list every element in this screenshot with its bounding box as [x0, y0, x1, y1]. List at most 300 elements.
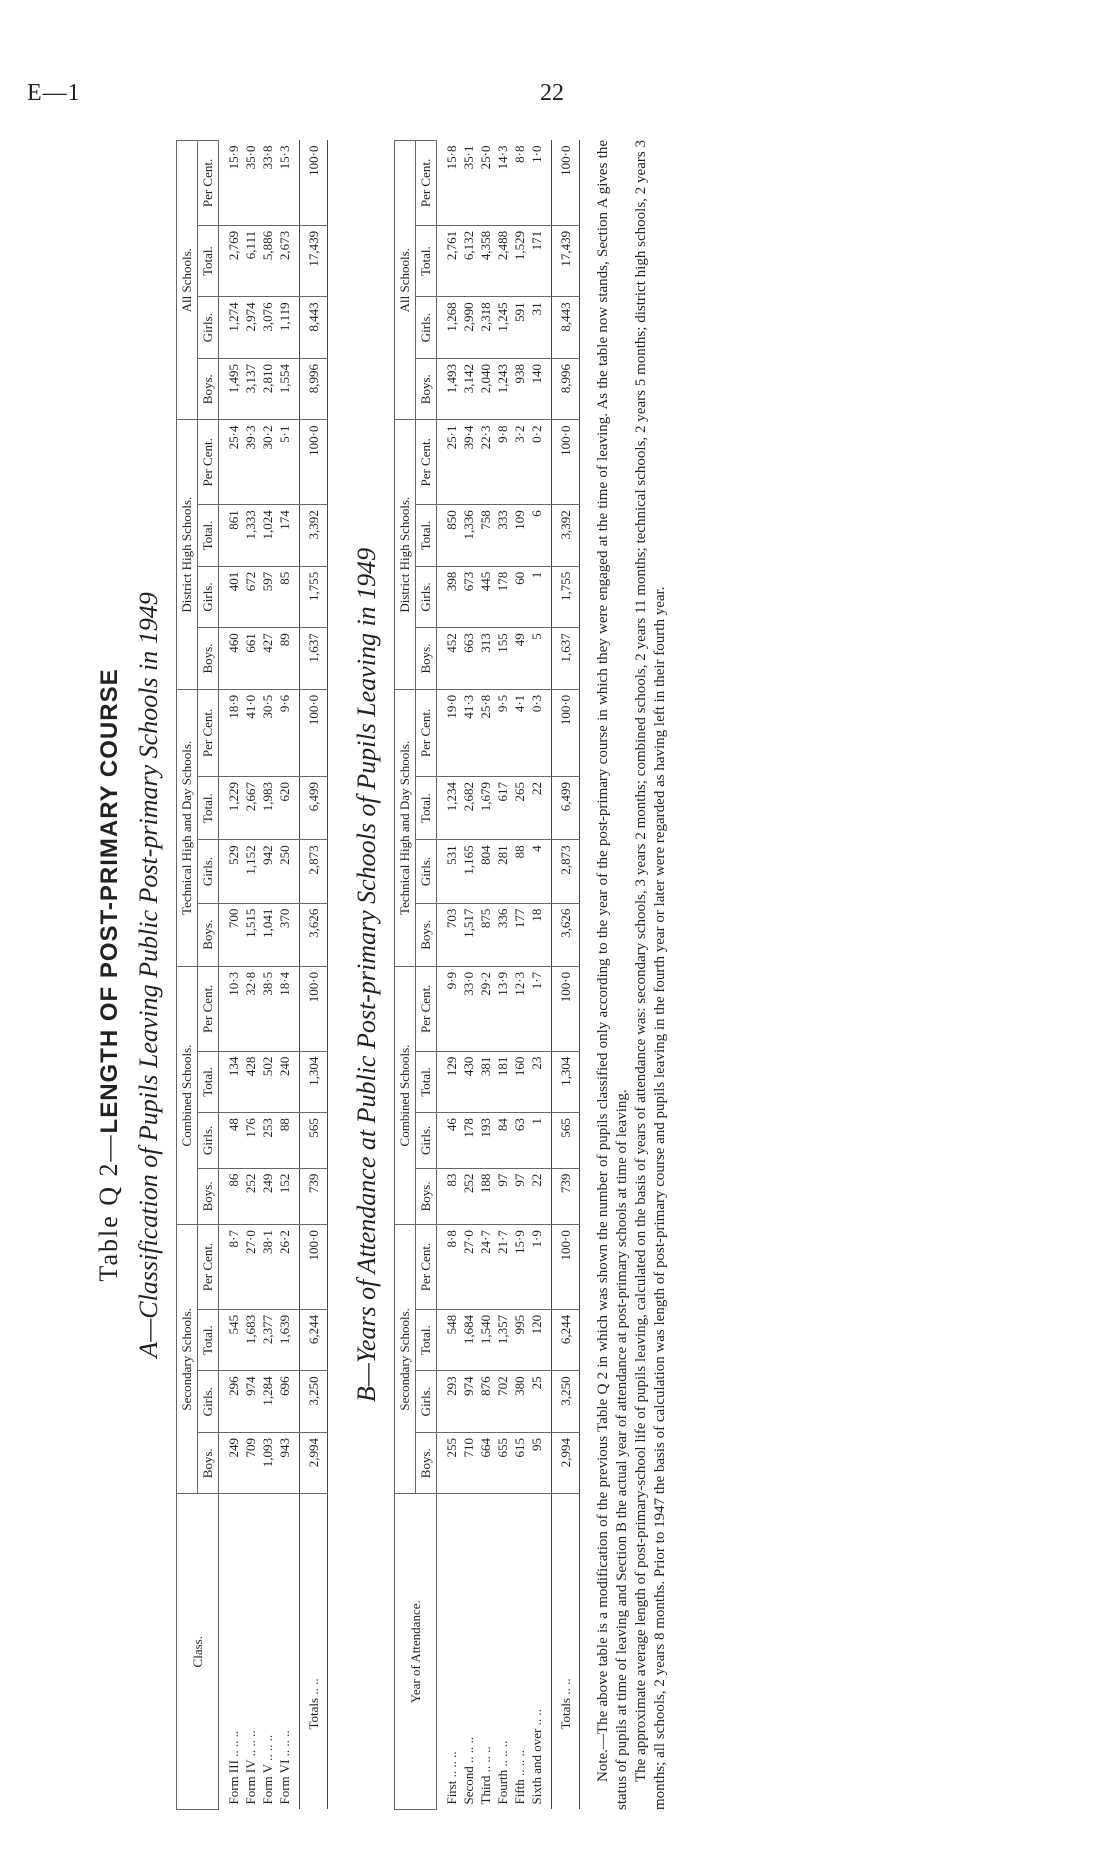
table-row	[242, 141, 259, 1810]
table-cell: 35·0	[242, 141, 259, 226]
table-cell: 38·1	[259, 1225, 276, 1310]
table-cell: 39·3	[242, 420, 259, 505]
percent-column-header: Per Cent.	[198, 689, 219, 776]
table-cell: 2,769	[219, 225, 243, 296]
table-cell: 160	[511, 1051, 528, 1113]
table-cell: 9·6	[276, 689, 300, 776]
table-cell: 1,245	[494, 297, 511, 359]
class-column-header: Year of Attendance.	[395, 1494, 437, 1810]
table-cell: 1·0	[528, 141, 552, 226]
boys-column-header: Boys.	[416, 358, 437, 420]
table-cell: 240	[276, 1051, 300, 1113]
table-cell: 696	[276, 1371, 300, 1433]
total-column-header: Total.	[416, 225, 437, 296]
percent-column-header: Per Cent.	[198, 420, 219, 505]
table-cell: 974	[460, 1371, 477, 1433]
percent-column-header: Per Cent.	[416, 689, 437, 776]
secondary-schools-header: Secondary Schools.	[395, 1225, 416, 1494]
table-cell: 85	[276, 566, 300, 628]
totals-cell: 100·0	[300, 141, 328, 226]
table-cell: 97	[494, 1168, 511, 1225]
row-label: Third .. .. ..	[478, 1746, 493, 1805]
totals-cell: 17,439	[552, 225, 580, 296]
table-cell: 673	[460, 566, 477, 628]
table-cell: 1,983	[259, 777, 276, 840]
table-cell: 5,886	[259, 225, 276, 296]
totals-cell: 2,994	[300, 1432, 328, 1494]
table-cell: 15·8	[437, 141, 461, 226]
totals-cell: 1,755	[552, 566, 580, 628]
table-cell: 253	[259, 1113, 276, 1168]
table-cell: 381	[477, 1051, 494, 1113]
table-cell: 615	[511, 1432, 528, 1494]
totals-cell: 739	[552, 1168, 580, 1225]
boys-column-header: Boys.	[416, 1168, 437, 1225]
table-cell: 89	[276, 628, 300, 690]
table-cell: 25·0	[477, 141, 494, 226]
table-cell: 84	[494, 1113, 511, 1168]
table-cell: 702	[494, 1371, 511, 1433]
percent-column-header: Per Cent.	[416, 420, 437, 505]
all-schools-header: All Schools.	[177, 141, 198, 420]
table-cell: 24·7	[477, 1225, 494, 1310]
table-cell: 9·9	[437, 966, 461, 1051]
percent-column-header: Per Cent.	[198, 966, 219, 1051]
table-cell: 861	[219, 505, 243, 567]
table-title-main: LENGTH OF POST-PRIMARY COURSE	[96, 668, 123, 1134]
table-cell: 995	[511, 1309, 528, 1371]
table-cell: 661	[242, 628, 259, 690]
table-title-prefix: Table Q 2—	[94, 1133, 123, 1282]
table-cell: 30·5	[259, 689, 276, 776]
girls-column-header: Girls.	[416, 566, 437, 628]
table-cell: 18·4	[276, 966, 300, 1051]
section-a-subtitle: A—Classification of Pupils Leaving Public Post-primary Schools in 1949	[134, 592, 163, 1358]
table-cell: 33·8	[259, 141, 276, 226]
boys-column-header: Boys.	[198, 1168, 219, 1225]
totals-cell: 3,392	[552, 505, 580, 567]
totals-cell: 3,392	[300, 505, 328, 567]
totals-cell: 6,499	[300, 777, 328, 840]
table-cell: 155	[494, 628, 511, 690]
totals-label: Totals .. ..	[300, 1494, 328, 1810]
table-cell: 39·4	[460, 420, 477, 505]
rotated-content	[90, 140, 1030, 1810]
table-cell: 445	[477, 566, 494, 628]
table-cell: 249	[219, 1432, 243, 1494]
table-cell: 265	[511, 777, 528, 840]
table-cell: 313	[477, 628, 494, 690]
total-column-header: Total.	[198, 1309, 219, 1371]
totals-cell: 3,250	[552, 1371, 580, 1433]
table-cell: 8·8	[511, 141, 528, 226]
totals-label: Totals .. ..	[552, 1494, 580, 1810]
table-cell: 1,515	[242, 903, 259, 966]
totals-cell: 1,637	[300, 628, 328, 690]
table-cell: 49	[511, 628, 528, 690]
table-cell: 152	[276, 1168, 300, 1225]
table-cell: 171	[528, 225, 552, 296]
girls-column-header: Girls.	[416, 840, 437, 903]
table-cell: 63	[511, 1113, 528, 1168]
table-row	[494, 141, 511, 1810]
table-cell: 664	[477, 1432, 494, 1494]
totals-cell: 100·0	[552, 689, 580, 776]
table-cell: 430	[460, 1051, 477, 1113]
table-cell: 617	[494, 777, 511, 840]
table-cell: 709	[242, 1432, 259, 1494]
table-cell: 18	[528, 903, 552, 966]
totals-cell: 3,626	[552, 903, 580, 966]
totals-cell: 100·0	[300, 420, 328, 505]
totals-cell: 739	[300, 1168, 328, 1225]
table-cell: 1,041	[259, 903, 276, 966]
table-cell: 2,377	[259, 1309, 276, 1371]
totals-cell: 8,443	[300, 297, 328, 359]
totals-cell: 17,439	[300, 225, 328, 296]
totals-cell: 3,250	[300, 1371, 328, 1433]
row-label: Fifth .. .. ..	[512, 1749, 527, 1805]
totals-cell: 3,626	[300, 903, 328, 966]
technical-schools-header: Technical High and Day Schools.	[395, 689, 416, 966]
table-cell: 1,234	[437, 777, 461, 840]
table-cell: 3,076	[259, 297, 276, 359]
table-cell: 31	[528, 297, 552, 359]
row-label: Second .. .. ..	[461, 1736, 476, 1805]
table-cell: 22	[528, 777, 552, 840]
table-cell: 452	[437, 628, 461, 690]
table-cell: 4,358	[477, 225, 494, 296]
table-cell: 2,810	[259, 358, 276, 420]
table-cell: 177	[511, 903, 528, 966]
boys-column-header: Boys.	[198, 628, 219, 690]
table-cell: 15·9	[219, 141, 243, 226]
note-paragraph-1: Note.—The above table is a modification of the previous Table Q 2 in which was shown the number of pupils classified only according to the year of the post-primary course in which they were engaged at the time of leaving. As the table now stands, Section A gives the status of pupils at time of leaving and Section B the actual year of attendance at post-primary schools at time of leaving.	[595, 140, 630, 1810]
table-cell: 33·0	[460, 966, 477, 1051]
table-cell: 529	[219, 840, 243, 903]
table-cell: 4·1	[511, 689, 528, 776]
table-cell: 21·7	[494, 1225, 511, 1310]
girls-column-header: Girls.	[198, 1371, 219, 1433]
page-header-code: E—1	[27, 80, 81, 106]
table-cell: 460	[219, 628, 243, 690]
table-cell: 15·3	[276, 141, 300, 226]
girls-column-header: Girls.	[198, 566, 219, 628]
table-row	[528, 141, 552, 1810]
totals-cell: 100·0	[300, 689, 328, 776]
table-cell: 3·2	[511, 420, 528, 505]
table-cell: 46	[437, 1113, 461, 1168]
table-cell: 700	[219, 903, 243, 966]
totals-cell: 6,244	[552, 1309, 580, 1371]
total-column-header: Total.	[416, 505, 437, 567]
table-cell: 27·0	[242, 1225, 259, 1310]
table-title	[94, 140, 124, 1810]
table-cell: 88	[276, 1113, 300, 1168]
girls-column-header: Girls.	[416, 297, 437, 359]
table-cell: 2,488	[494, 225, 511, 296]
table-cell: 1,119	[276, 297, 300, 359]
table-cell: 134	[219, 1051, 243, 1113]
percent-column-header: Per Cent.	[416, 141, 437, 226]
table-row	[259, 141, 276, 1810]
totals-row	[300, 141, 328, 1810]
section-b-subtitle: B—Years of Attendance at Public Post-primary Schools of Pupils Leaving in 1949	[352, 547, 381, 1403]
table-cell: 15·9	[511, 1225, 528, 1310]
table-cell: 178	[494, 566, 511, 628]
table-cell: 293	[437, 1371, 461, 1433]
table-cell: 8·7	[219, 1225, 243, 1310]
table-cell: 6,132	[460, 225, 477, 296]
totals-cell: 1,304	[300, 1051, 328, 1113]
row-label: Form V .. .. ..	[260, 1734, 275, 1805]
totals-cell: 2,873	[552, 840, 580, 903]
table-cell: 41·3	[460, 689, 477, 776]
percent-column-header: Per Cent.	[416, 1225, 437, 1310]
totals-cell: 2,873	[300, 840, 328, 903]
table-cell: 401	[219, 566, 243, 628]
table-cell: 333	[494, 505, 511, 567]
table-cell: 336	[494, 903, 511, 966]
boys-column-header: Boys.	[416, 1432, 437, 1494]
note-paragraph-2: The approximate average length of post-primary-school life of pupils leaving, calculated on the basis of years of attendance was: secondary schools, 3 years 2 months; combined schools, 2 years 11 months; technical schools, 2 years 5 months; district high schools, 2 years 3 months; all schools, 2 years 8 months. Prior to 1947 the basis of calculation was length of post-primary course and pupils leaving in the fourth year or later were regarded as having left in their fourth year.	[633, 140, 668, 1810]
table-cell: 5	[528, 628, 552, 690]
table-cell: 0·2	[528, 420, 552, 505]
table-cell: 370	[276, 903, 300, 966]
table-cell: 1,165	[460, 840, 477, 903]
table-cell: 181	[494, 1051, 511, 1113]
table-cell: 1,268	[437, 297, 461, 359]
totals-cell: 8,443	[552, 297, 580, 359]
total-column-header: Total.	[416, 1309, 437, 1371]
total-column-header: Total.	[416, 1051, 437, 1113]
table-cell: 380	[511, 1371, 528, 1433]
table-cell: 2,667	[242, 777, 259, 840]
table-cell: 22	[528, 1168, 552, 1225]
table-cell: 120	[528, 1309, 552, 1371]
table-cell: 1,683	[242, 1309, 259, 1371]
table-cell: 2,990	[460, 297, 477, 359]
table-cell: 10·3	[219, 966, 243, 1051]
row-label: Fourth .. .. ..	[495, 1740, 510, 1805]
girls-column-header: Girls.	[198, 840, 219, 903]
table-cell: 938	[511, 358, 528, 420]
totals-cell: 2,994	[552, 1432, 580, 1494]
table-row	[477, 141, 494, 1810]
table-cell: 591	[511, 297, 528, 359]
row-label: First .. .. ..	[444, 1751, 459, 1805]
table-cell: 12·3	[511, 966, 528, 1051]
table-cell: 0·3	[528, 689, 552, 776]
table-cell: 1,284	[259, 1371, 276, 1433]
section-a-table	[176, 140, 328, 1810]
boys-column-header: Boys.	[198, 1432, 219, 1494]
table-cell: 545	[219, 1309, 243, 1371]
table-cell: 655	[494, 1432, 511, 1494]
table-cell: 29·2	[477, 966, 494, 1051]
table-cell: 943	[276, 1432, 300, 1494]
table-cell: 710	[460, 1432, 477, 1494]
table-row	[219, 141, 243, 1810]
table-cell: 2,682	[460, 777, 477, 840]
table-note	[594, 140, 670, 1810]
table-cell: 6	[528, 505, 552, 567]
table-cell: 703	[437, 903, 461, 966]
table-cell: 531	[437, 840, 461, 903]
table-cell: 428	[242, 1051, 259, 1113]
table-cell: 97	[511, 1168, 528, 1225]
table-cell: 974	[242, 1371, 259, 1433]
table-cell: 1,336	[460, 505, 477, 567]
table-cell: 2,318	[477, 297, 494, 359]
table-cell: 60	[511, 566, 528, 628]
totals-cell: 1,755	[300, 566, 328, 628]
page-number: 22	[540, 80, 564, 106]
table-cell: 1,529	[511, 225, 528, 296]
table-cell: 252	[460, 1168, 477, 1225]
table-cell: 41·0	[242, 689, 259, 776]
table-cell: 6,111	[242, 225, 259, 296]
boys-column-header: Boys.	[416, 903, 437, 966]
table-cell: 875	[477, 903, 494, 966]
table-cell: 252	[242, 1168, 259, 1225]
table-cell: 1,495	[219, 358, 243, 420]
table-cell: 2,761	[437, 225, 461, 296]
table-cell: 18·9	[219, 689, 243, 776]
table-cell: 26·2	[276, 1225, 300, 1310]
table-cell: 19·0	[437, 689, 461, 776]
secondary-schools-header: Secondary Schools.	[177, 1225, 198, 1494]
boys-column-header: Boys.	[198, 358, 219, 420]
table-cell: 1	[528, 566, 552, 628]
table-cell: 48	[219, 1113, 243, 1168]
total-column-header: Total.	[198, 505, 219, 567]
table-cell: 398	[437, 566, 461, 628]
percent-column-header: Per Cent.	[198, 141, 219, 226]
table-cell: 3,137	[242, 358, 259, 420]
all-schools-header: All Schools.	[395, 141, 416, 420]
table-cell: 8·8	[437, 1225, 461, 1310]
table-cell: 942	[259, 840, 276, 903]
girls-column-header: Girls.	[416, 1371, 437, 1433]
table-cell: 249	[259, 1168, 276, 1225]
totals-cell: 100·0	[552, 420, 580, 505]
totals-cell: 1,637	[552, 628, 580, 690]
table-cell: 1,540	[477, 1309, 494, 1371]
table-cell: 1·7	[528, 966, 552, 1051]
totals-cell: 565	[300, 1113, 328, 1168]
table-cell: 9·5	[494, 689, 511, 776]
total-column-header: Total.	[198, 777, 219, 840]
table-cell: 174	[276, 505, 300, 567]
table-cell: 850	[437, 505, 461, 567]
table-cell: 1,639	[276, 1309, 300, 1371]
table-cell: 23	[528, 1051, 552, 1113]
girls-column-header: Girls.	[416, 1113, 437, 1168]
combined-schools-header: Combined Schools.	[177, 966, 198, 1224]
table-cell: 281	[494, 840, 511, 903]
table-cell: 2,040	[477, 358, 494, 420]
table-cell: 5·1	[276, 420, 300, 505]
table-cell: 1,229	[219, 777, 243, 840]
table-cell: 22·3	[477, 420, 494, 505]
table-cell: 1,333	[242, 505, 259, 567]
table-cell: 296	[219, 1371, 243, 1433]
totals-cell: 8,996	[552, 358, 580, 420]
table-row	[276, 141, 300, 1810]
table-cell: 109	[511, 505, 528, 567]
table-cell: 876	[477, 1371, 494, 1433]
table-cell: 86	[219, 1168, 243, 1225]
section-b-table	[394, 140, 580, 1810]
table-cell: 25·8	[477, 689, 494, 776]
table-cell: 88	[511, 840, 528, 903]
table-cell: 32·8	[242, 966, 259, 1051]
table-cell: 663	[460, 628, 477, 690]
total-column-header: Total.	[198, 1051, 219, 1113]
table-cell: 38·5	[259, 966, 276, 1051]
table-cell: 35·1	[460, 141, 477, 226]
totals-cell: 100·0	[552, 1225, 580, 1310]
table-cell: 83	[437, 1168, 461, 1225]
table-cell: 1,517	[460, 903, 477, 966]
table-cell: 25·4	[219, 420, 243, 505]
table-cell: 176	[242, 1113, 259, 1168]
totals-cell: 100·0	[300, 1225, 328, 1310]
table-cell: 193	[477, 1113, 494, 1168]
table-cell: 1,093	[259, 1432, 276, 1494]
table-cell: 502	[259, 1051, 276, 1113]
table-cell: 3,142	[460, 358, 477, 420]
table-cell: 597	[259, 566, 276, 628]
table-cell: 178	[460, 1113, 477, 1168]
table-cell: 13·9	[494, 966, 511, 1051]
row-label: Form III .. .. ..	[226, 1730, 241, 1805]
table-cell: 25	[528, 1371, 552, 1433]
table-cell: 1·9	[528, 1225, 552, 1310]
totals-cell: 1,304	[552, 1051, 580, 1113]
table-cell: 95	[528, 1432, 552, 1494]
totals-cell: 6,499	[552, 777, 580, 840]
totals-cell: 100·0	[300, 966, 328, 1051]
table-cell: 255	[437, 1432, 461, 1494]
row-label: Sixth and over .. ..	[529, 1709, 544, 1805]
table-row	[511, 141, 528, 1810]
class-column-header: Class.	[177, 1494, 219, 1810]
table-cell: 1,274	[219, 297, 243, 359]
table-cell: 188	[477, 1168, 494, 1225]
combined-schools-header: Combined Schools.	[395, 966, 416, 1224]
technical-schools-header: Technical High and Day Schools.	[177, 689, 198, 966]
totals-cell: 100·0	[552, 966, 580, 1051]
table-cell: 27·0	[460, 1225, 477, 1310]
table-cell: 758	[477, 505, 494, 567]
table-cell: 30·2	[259, 420, 276, 505]
percent-column-header: Per Cent.	[416, 966, 437, 1051]
table-cell: 2,673	[276, 225, 300, 296]
table-cell: 1,554	[276, 358, 300, 420]
totals-cell: 8,996	[300, 358, 328, 420]
table-cell: 427	[259, 628, 276, 690]
row-label: Form IV .. .. ..	[243, 1730, 258, 1805]
table-cell: 129	[437, 1051, 461, 1113]
percent-column-header: Per Cent.	[198, 1225, 219, 1310]
table-cell: 1,679	[477, 777, 494, 840]
total-column-header: Total.	[416, 777, 437, 840]
boys-column-header: Boys.	[198, 903, 219, 966]
girls-column-header: Girls.	[198, 297, 219, 359]
boys-column-header: Boys.	[416, 628, 437, 690]
